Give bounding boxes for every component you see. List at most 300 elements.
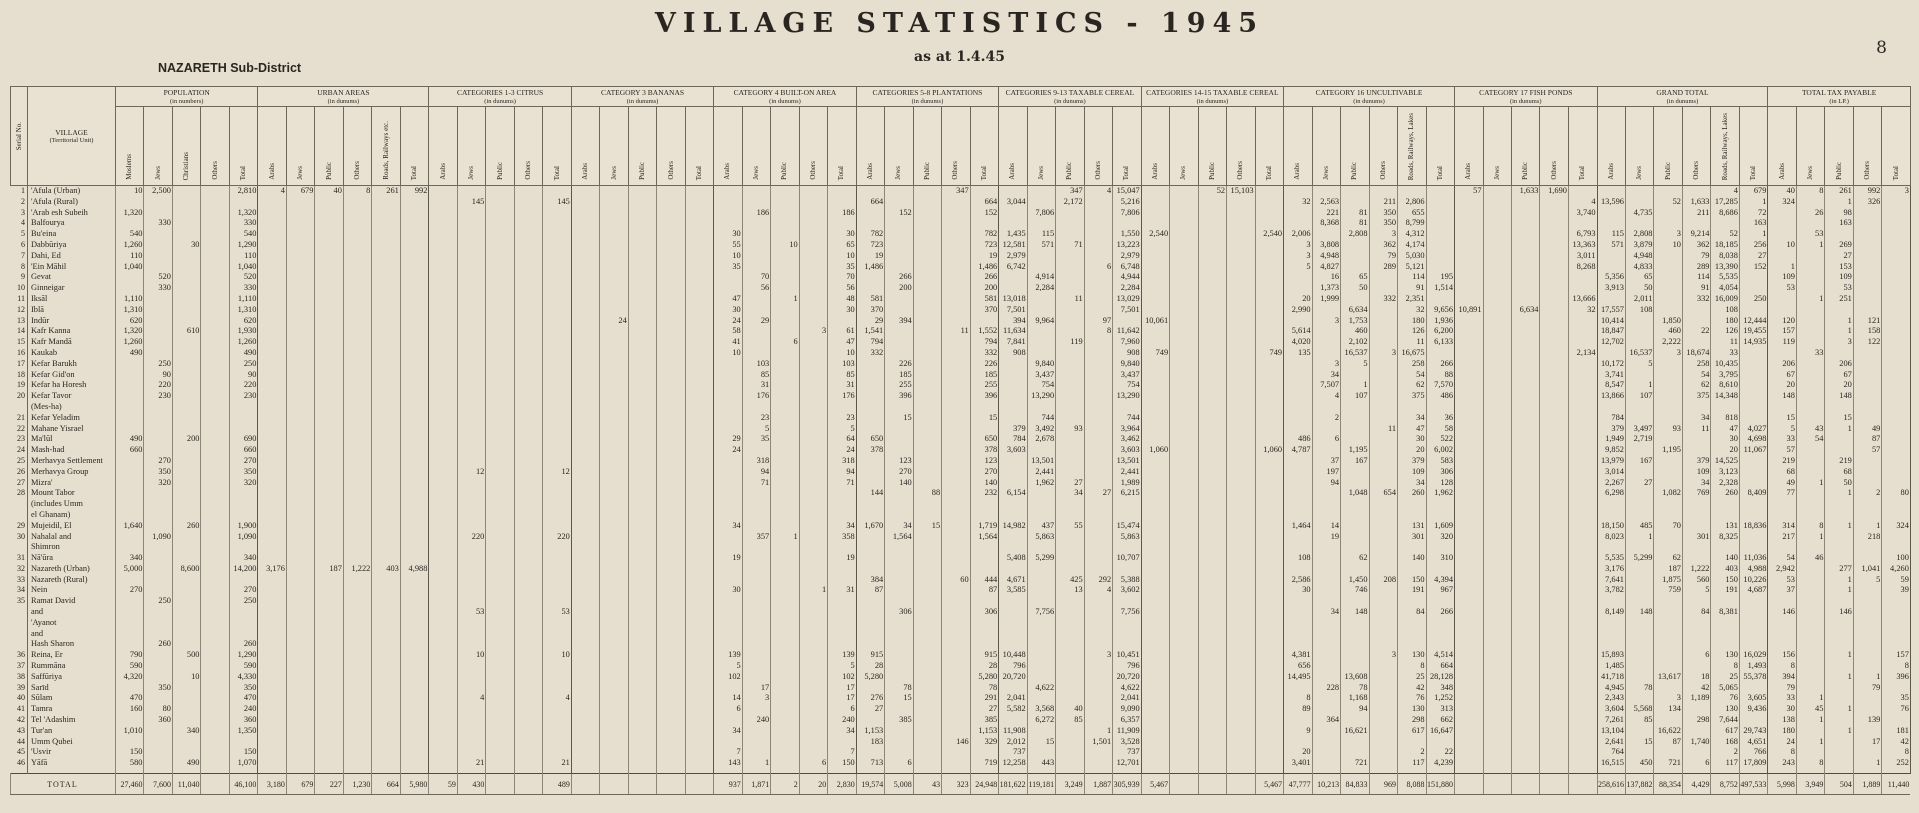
- data-cell: 62: [1398, 380, 1426, 391]
- data-cell: [457, 639, 485, 650]
- data-cell: [856, 186, 884, 197]
- data-cell: [628, 380, 656, 391]
- data-cell: [742, 262, 770, 273]
- data-cell: 796: [1113, 661, 1142, 672]
- village-name-cell: Reina, Er: [28, 650, 116, 661]
- data-cell: [429, 380, 457, 391]
- data-cell: 163: [1739, 218, 1767, 229]
- data-cell: [856, 456, 884, 467]
- data-cell: [486, 456, 514, 467]
- village-name-cell: Mahane Yisrael: [28, 424, 116, 435]
- data-cell: [1796, 618, 1824, 629]
- data-cell: [1768, 208, 1796, 219]
- data-cell: [742, 305, 770, 316]
- data-cell: 330: [144, 283, 172, 294]
- total-cell: 3,180: [258, 774, 286, 795]
- group-header: [258, 87, 429, 107]
- column-header-label: Others: [524, 161, 533, 180]
- data-cell: [1056, 672, 1084, 683]
- data-cell: [913, 499, 941, 510]
- data-cell: 1,040: [229, 262, 257, 273]
- village-name-cell: Iksāl: [28, 294, 116, 305]
- data-cell: 754: [1113, 380, 1142, 391]
- data-cell: 314: [1768, 521, 1796, 532]
- data-cell: [1312, 326, 1340, 337]
- data-cell: [343, 402, 371, 413]
- data-cell: [1654, 596, 1682, 607]
- group-subtitle: (in dunums): [484, 98, 516, 105]
- data-cell: [514, 305, 542, 316]
- data-cell: [116, 542, 144, 553]
- column-header-label: Total: [552, 165, 561, 180]
- column-header: [400, 107, 429, 186]
- data-cell: [1369, 661, 1397, 672]
- data-cell: [685, 521, 714, 532]
- data-cell: [201, 618, 229, 629]
- data-cell: [1426, 197, 1455, 208]
- data-cell: [315, 726, 343, 737]
- data-cell: [429, 661, 457, 672]
- data-cell: [343, 510, 371, 521]
- data-cell: [1312, 424, 1340, 435]
- data-cell: [372, 456, 400, 467]
- data-cell: 90: [229, 370, 257, 381]
- data-cell: 4,381: [1284, 650, 1312, 661]
- data-cell: 13,290: [1027, 391, 1055, 402]
- data-cell: [1056, 380, 1084, 391]
- data-cell: [799, 672, 827, 683]
- data-cell: [1511, 532, 1539, 543]
- data-cell: [1369, 542, 1397, 553]
- data-cell: [571, 445, 599, 456]
- table-row: [11, 402, 1911, 413]
- data-cell: [1654, 532, 1682, 543]
- group-subtitle: (in dunums): [626, 98, 659, 105]
- total-cell: [685, 774, 714, 795]
- column-header-label: Others: [210, 161, 219, 180]
- data-cell: [1568, 391, 1597, 402]
- data-cell: [1825, 510, 1853, 521]
- data-cell: [799, 650, 827, 661]
- serial-number-cell: 35: [17, 596, 25, 606]
- column-header-label: Moslems: [125, 154, 134, 180]
- data-cell: [1540, 737, 1568, 748]
- data-cell: [1455, 618, 1483, 629]
- data-cell: [400, 607, 429, 618]
- total-cell: 5,998: [1768, 774, 1796, 795]
- data-cell: [942, 197, 970, 208]
- data-cell: [571, 380, 599, 391]
- data-cell: 25: [1398, 672, 1426, 683]
- data-cell: 18: [1682, 672, 1710, 683]
- data-cell: 723: [970, 240, 999, 251]
- data-cell: [571, 413, 599, 424]
- data-cell: [942, 618, 970, 629]
- data-cell: [600, 478, 628, 489]
- data-cell: [116, 283, 144, 294]
- data-cell: 139: [714, 650, 742, 661]
- data-cell: [685, 488, 714, 499]
- data-cell: 1: [1084, 726, 1112, 737]
- data-cell: [657, 693, 685, 704]
- data-cell: [1654, 380, 1682, 391]
- table-row: [11, 758, 1911, 773]
- data-cell: [1255, 186, 1284, 197]
- data-cell: 13,223: [1113, 240, 1142, 251]
- data-cell: 91: [1398, 283, 1426, 294]
- data-cell: [1483, 639, 1511, 650]
- data-cell: [486, 434, 514, 445]
- data-cell: [1170, 316, 1198, 327]
- data-cell: [315, 434, 343, 445]
- data-cell: 992: [1853, 186, 1881, 197]
- data-cell: 15,103: [1227, 186, 1255, 197]
- data-cell: [1198, 272, 1226, 283]
- data-cell: [1141, 467, 1169, 478]
- data-cell: [315, 499, 343, 510]
- data-cell: [799, 251, 827, 262]
- data-cell: [1654, 370, 1682, 381]
- data-cell: 306: [1426, 467, 1455, 478]
- data-cell: 664: [856, 197, 884, 208]
- data-cell: [1540, 510, 1568, 521]
- village-name-cell: Nahalal and: [28, 532, 116, 543]
- data-cell: 27: [1056, 478, 1084, 489]
- data-cell: [1084, 693, 1112, 704]
- data-cell: [1568, 661, 1597, 672]
- data-cell: 17: [742, 683, 770, 694]
- data-cell: 36: [1426, 413, 1455, 424]
- village-name-cell: Kefar ha Horesh: [28, 380, 116, 391]
- data-cell: [571, 467, 599, 478]
- data-cell: [1625, 596, 1653, 607]
- data-cell: [628, 499, 656, 510]
- data-cell: 22: [1682, 326, 1710, 337]
- data-cell: [1369, 316, 1397, 327]
- data-cell: 255: [885, 380, 913, 391]
- data-cell: [286, 618, 314, 629]
- data-cell: [1682, 510, 1710, 521]
- group-subtitle: (in dunums): [769, 98, 801, 105]
- data-cell: [1284, 499, 1312, 510]
- data-cell: [1198, 413, 1226, 424]
- data-cell: [1882, 208, 1911, 219]
- data-cell: 3,528: [1113, 737, 1142, 748]
- serial-number-cell: 26: [17, 466, 25, 476]
- data-cell: [771, 737, 799, 748]
- data-cell: [372, 467, 400, 478]
- data-cell: [514, 467, 542, 478]
- data-cell: [400, 629, 429, 640]
- data-cell: [144, 434, 172, 445]
- data-cell: [172, 499, 200, 510]
- data-cell: 143: [714, 758, 742, 773]
- data-cell: [201, 402, 229, 413]
- data-cell: [1597, 542, 1625, 553]
- data-cell: [685, 564, 714, 575]
- data-cell: [685, 218, 714, 229]
- data-cell: [429, 596, 457, 607]
- data-cell: [1341, 478, 1369, 489]
- data-cell: [1455, 316, 1483, 327]
- data-cell: [429, 445, 457, 456]
- data-cell: [742, 607, 770, 618]
- data-cell: [429, 467, 457, 478]
- data-cell: [1483, 348, 1511, 359]
- data-cell: [172, 186, 200, 197]
- data-cell: [429, 510, 457, 521]
- data-cell: [457, 370, 485, 381]
- data-cell: 6: [1682, 650, 1710, 661]
- data-cell: 590: [116, 661, 144, 672]
- data-cell: [942, 305, 970, 316]
- data-cell: [628, 413, 656, 424]
- data-cell: [1369, 456, 1397, 467]
- data-cell: [286, 316, 314, 327]
- data-cell: [1141, 575, 1169, 586]
- data-cell: [1853, 402, 1881, 413]
- data-cell: 1,320: [116, 208, 144, 219]
- total-cell: 489: [543, 774, 571, 795]
- data-cell: [1084, 380, 1112, 391]
- data-cell: [258, 575, 286, 586]
- data-cell: [1739, 272, 1767, 283]
- data-cell: [856, 715, 884, 726]
- data-cell: [828, 542, 857, 553]
- data-cell: 4,651: [1739, 737, 1767, 748]
- data-cell: [315, 532, 343, 543]
- data-cell: 15: [885, 413, 913, 424]
- data-cell: [372, 251, 400, 262]
- data-cell: [1796, 467, 1824, 478]
- data-cell: [116, 499, 144, 510]
- data-cell: [657, 704, 685, 715]
- data-cell: [286, 197, 314, 208]
- data-cell: 5,535: [1711, 272, 1739, 283]
- data-cell: [1540, 488, 1568, 499]
- data-cell: 65: [828, 240, 857, 251]
- data-cell: 52: [1711, 229, 1739, 240]
- group-header-text: [429, 88, 570, 106]
- data-cell: 908: [999, 348, 1027, 359]
- data-cell: 289: [1682, 262, 1710, 273]
- data-cell: [315, 294, 343, 305]
- data-cell: [1056, 618, 1084, 629]
- data-cell: [514, 251, 542, 262]
- data-cell: [685, 607, 714, 618]
- data-cell: 766: [1739, 747, 1767, 758]
- data-cell: [486, 305, 514, 316]
- data-cell: [885, 596, 913, 607]
- data-cell: [429, 424, 457, 435]
- data-cell: [771, 467, 799, 478]
- data-cell: [885, 262, 913, 273]
- data-cell: [600, 758, 628, 773]
- data-cell: [457, 683, 485, 694]
- data-cell: 581: [856, 294, 884, 305]
- data-cell: [1170, 413, 1198, 424]
- data-cell: [685, 413, 714, 424]
- data-cell: 6: [885, 758, 913, 773]
- data-cell: [1568, 704, 1597, 715]
- data-cell: [1483, 240, 1511, 251]
- data-cell: [1084, 618, 1112, 629]
- data-cell: [742, 704, 770, 715]
- data-cell: [1455, 380, 1483, 391]
- data-cell: 4,687: [1739, 585, 1767, 596]
- data-cell: [258, 607, 286, 618]
- serial-number-cell: 20: [17, 391, 25, 401]
- data-cell: [771, 629, 799, 640]
- group-header: [1597, 87, 1768, 107]
- table-row: [11, 747, 1911, 758]
- column-header-label: Total: [1749, 165, 1758, 180]
- data-cell: [1255, 391, 1284, 402]
- data-cell: [685, 661, 714, 672]
- data-cell: [1198, 402, 1226, 413]
- data-cell: 350: [1369, 208, 1397, 219]
- data-cell: [543, 370, 571, 381]
- data-cell: [258, 326, 286, 337]
- data-cell: 15: [1027, 737, 1055, 748]
- data-cell: [457, 542, 485, 553]
- data-cell: [1455, 240, 1483, 251]
- data-cell: [571, 510, 599, 521]
- total-cell: [1198, 774, 1226, 795]
- data-cell: [1882, 434, 1911, 445]
- data-cell: [1198, 197, 1226, 208]
- table-row: [11, 359, 1911, 370]
- data-cell: [201, 370, 229, 381]
- data-cell: 8: [1084, 326, 1112, 337]
- data-cell: [1170, 434, 1198, 445]
- data-cell: 320: [144, 478, 172, 489]
- group-title: CATEGORIES 14-15 TAXABLE CEREAL: [1146, 88, 1279, 97]
- data-cell: [970, 316, 999, 327]
- data-cell: [1227, 283, 1255, 294]
- data-cell: [258, 467, 286, 478]
- column-header: [1739, 107, 1767, 186]
- data-cell: [400, 272, 429, 283]
- data-cell: 42: [1398, 683, 1426, 694]
- data-cell: 13,617: [1654, 672, 1682, 683]
- header-group-row: [11, 87, 1911, 107]
- data-cell: 394: [885, 316, 913, 327]
- data-cell: [913, 380, 941, 391]
- data-cell: [1170, 488, 1198, 499]
- data-cell: [771, 575, 799, 586]
- data-cell: [799, 639, 827, 650]
- group-title: GRAND TOTAL: [1656, 88, 1709, 97]
- data-cell: 114: [1682, 272, 1710, 283]
- data-cell: [1284, 607, 1312, 618]
- data-cell: [1540, 434, 1568, 445]
- data-cell: 3,014: [1597, 467, 1625, 478]
- village-name-cell: Mujeidil, El: [28, 521, 116, 532]
- data-cell: 403: [372, 564, 400, 575]
- column-header-label: Total: [979, 165, 988, 180]
- column-header: [1483, 107, 1511, 186]
- data-cell: [116, 607, 144, 618]
- data-cell: [429, 283, 457, 294]
- data-cell: [1568, 434, 1597, 445]
- data-cell: [1682, 337, 1710, 348]
- column-header: [543, 107, 571, 186]
- data-cell: [258, 197, 286, 208]
- data-cell: [1568, 542, 1597, 553]
- data-cell: [201, 229, 229, 240]
- data-cell: [1455, 758, 1483, 773]
- data-cell: [1483, 683, 1511, 694]
- data-cell: [685, 758, 714, 773]
- village-name-cell: el Ghanam): [28, 510, 116, 521]
- data-cell: [1483, 521, 1511, 532]
- data-cell: 2,006: [1284, 229, 1312, 240]
- data-cell: [1084, 218, 1112, 229]
- village-name-cell: Sarīd: [28, 683, 116, 694]
- data-cell: [1284, 683, 1312, 694]
- data-cell: 78: [1341, 683, 1369, 694]
- data-cell: 94: [1341, 704, 1369, 715]
- column-header-label: Public: [1065, 162, 1074, 180]
- data-cell: [1654, 467, 1682, 478]
- data-cell: [372, 316, 400, 327]
- data-cell: [1198, 618, 1226, 629]
- data-cell: [1568, 283, 1597, 294]
- data-cell: [514, 272, 542, 283]
- data-cell: [571, 532, 599, 543]
- data-cell: [372, 683, 400, 694]
- data-cell: [1853, 370, 1881, 381]
- data-cell: [942, 370, 970, 381]
- column-header: [885, 107, 913, 186]
- data-cell: 58: [714, 326, 742, 337]
- table-row: [11, 693, 1911, 704]
- data-cell: 30: [714, 305, 742, 316]
- data-cell: [1284, 218, 1312, 229]
- data-cell: [457, 629, 485, 640]
- data-cell: [714, 510, 742, 521]
- column-header: [1341, 107, 1369, 186]
- village-name-cell: Tur'an: [28, 726, 116, 737]
- data-cell: 4,948: [1312, 251, 1340, 262]
- data-cell: [400, 737, 429, 748]
- data-cell: [514, 715, 542, 726]
- data-cell: 40: [1056, 704, 1084, 715]
- group-header: [714, 87, 856, 107]
- data-cell: [1511, 704, 1539, 715]
- group-header: [1455, 87, 1597, 107]
- data-cell: [714, 618, 742, 629]
- data-cell: [1255, 240, 1284, 251]
- data-cell: [172, 272, 200, 283]
- data-cell: [1568, 424, 1597, 435]
- data-cell: [1056, 542, 1084, 553]
- data-cell: [1027, 585, 1055, 596]
- data-cell: 9: [1284, 726, 1312, 737]
- data-cell: [1625, 316, 1653, 327]
- data-cell: 8: [343, 186, 371, 197]
- data-cell: [1483, 747, 1511, 758]
- column-header: [1682, 107, 1710, 186]
- data-cell: [486, 218, 514, 229]
- data-cell: [1511, 629, 1539, 640]
- data-cell: [1084, 294, 1112, 305]
- data-cell: [714, 370, 742, 381]
- data-cell: [856, 218, 884, 229]
- column-header-label: Arabs: [581, 163, 590, 180]
- column-header-label: Jews: [609, 166, 618, 180]
